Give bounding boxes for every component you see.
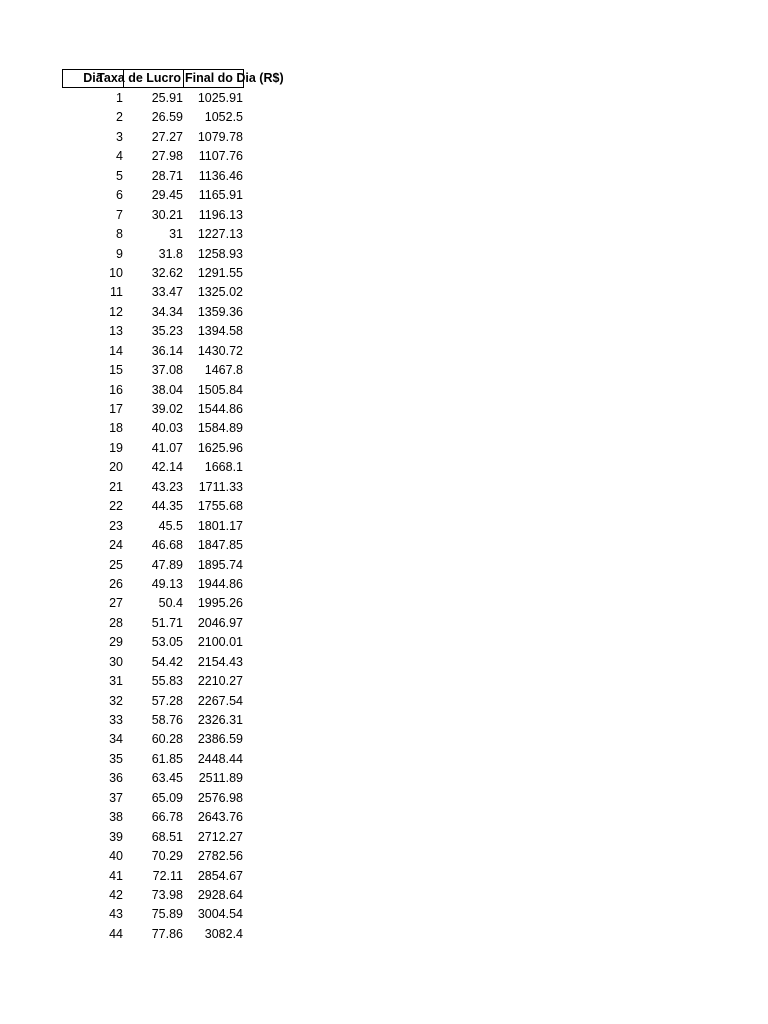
cell-taxa-lucro[interactable]: 47.89 <box>151 557 183 572</box>
cell-taxa-lucro[interactable]: 49.13 <box>151 576 183 591</box>
cell-taxa-lucro[interactable]: 40.03 <box>151 421 183 436</box>
cell-taxa-lucro[interactable]: 50.4 <box>158 596 183 611</box>
cell-dia[interactable]: 21 <box>109 479 123 494</box>
cell-taxa-lucro[interactable]: 51.71 <box>151 615 183 630</box>
cell-final-dia[interactable]: 1136.46 <box>198 168 243 183</box>
cell-taxa-lucro[interactable]: 42.14 <box>151 460 183 475</box>
cell-dia[interactable]: 39 <box>109 829 123 844</box>
cell-final-dia[interactable]: 2326.31 <box>197 713 243 727</box>
cell-dia[interactable]: 7 <box>116 207 123 222</box>
cell-final-dia[interactable]: 2386.59 <box>197 732 243 747</box>
cell-dia[interactable]: 12 <box>109 304 123 319</box>
cell-dia[interactable]: 5 <box>116 168 123 183</box>
cell-final-dia[interactable]: 1165.91 <box>198 188 243 203</box>
cell-final-dia[interactable]: 1995.26 <box>197 596 243 611</box>
cell-dia[interactable]: 33 <box>109 713 123 727</box>
cell-dia[interactable]: 38 <box>109 810 123 825</box>
cell-final-dia[interactable]: 1394.58 <box>197 324 243 339</box>
cell-taxa-lucro[interactable]: 33.47 <box>151 285 183 300</box>
cell-final-dia[interactable]: 2712.27 <box>197 829 243 844</box>
cell-final-dia[interactable]: 2928.64 <box>197 887 243 902</box>
cell-taxa-lucro[interactable]: 73.98 <box>151 887 183 902</box>
header-dia-label: Dia <box>83 71 103 85</box>
cell-taxa-lucro[interactable]: 43.23 <box>151 479 183 494</box>
cell-taxa-lucro[interactable]: 41.07 <box>151 440 183 455</box>
cell-final-dia[interactable]: 1291.55 <box>197 265 243 280</box>
cell-dia[interactable]: 19 <box>109 440 123 455</box>
cell-taxa-lucro[interactable]: 26.59 <box>151 110 183 125</box>
cell-taxa-lucro[interactable]: 36.14 <box>151 343 183 358</box>
cell-taxa-lucro[interactable]: 58.76 <box>151 713 183 727</box>
cell-taxa-lucro[interactable]: 35.23 <box>151 324 183 339</box>
cell-dia[interactable]: 27 <box>109 596 123 611</box>
cell-final-dia[interactable]: 2782.56 <box>197 849 243 864</box>
cell-final-dia[interactable]: 1544.86 <box>197 402 243 416</box>
cell-final-dia[interactable]: 1584.89 <box>197 421 243 436</box>
cell-taxa-lucro[interactable]: 53.05 <box>151 635 183 650</box>
cell-final-dia[interactable]: 2576.98 <box>197 790 243 805</box>
cell-dia[interactable]: 37 <box>109 790 123 805</box>
cell-final-dia[interactable]: 2511.89 <box>198 771 243 786</box>
cell-final-dia[interactable]: 1025.91 <box>197 91 243 105</box>
cell-taxa-lucro[interactable]: 27.98 <box>151 149 183 164</box>
cell-dia[interactable]: 1 <box>116 91 123 105</box>
cell-dia[interactable]: 31 <box>109 674 123 689</box>
cell-final-dia[interactable]: 1801.17 <box>197 518 243 533</box>
header-taxa-lucro-label: Taxa de Lucro <box>97 71 181 85</box>
cell-dia[interactable]: 42 <box>109 887 123 902</box>
cell-final-dia[interactable]: 1944.86 <box>197 576 243 591</box>
cell-dia[interactable]: 13 <box>109 324 123 339</box>
cell-dia[interactable]: 9 <box>116 246 123 261</box>
cell-dia[interactable]: 36 <box>109 771 123 786</box>
cell-taxa-lucro[interactable]: 32.62 <box>151 265 183 280</box>
cell-dia[interactable]: 2 <box>116 110 123 125</box>
cell-dia[interactable]: 29 <box>109 635 123 650</box>
cell-taxa-lucro[interactable]: 44.35 <box>151 499 183 514</box>
cell-dia[interactable]: 3 <box>116 129 123 144</box>
cell-taxa-lucro[interactable]: 31.8 <box>158 246 183 261</box>
cell-taxa-lucro[interactable]: 70.29 <box>151 849 183 864</box>
cell-dia[interactable]: 4 <box>116 149 123 164</box>
cell-final-dia[interactable]: 1227.13 <box>197 227 243 242</box>
cell-dia[interactable]: 11 <box>110 285 123 300</box>
cell-dia[interactable]: 41 <box>109 868 123 883</box>
cell-final-dia[interactable]: 1467.8 <box>204 363 243 378</box>
cell-dia[interactable]: 6 <box>116 188 123 203</box>
cell-taxa-lucro[interactable]: 30.21 <box>151 207 183 222</box>
cell-taxa-lucro[interactable]: 39.02 <box>151 402 183 416</box>
cell-dia[interactable]: 25 <box>109 557 123 572</box>
cell-taxa-lucro[interactable]: 25.91 <box>151 91 183 105</box>
cell-taxa-lucro[interactable]: 46.68 <box>151 538 183 553</box>
cell-taxa-lucro[interactable]: 60.28 <box>151 732 183 747</box>
cell-dia[interactable]: 23 <box>109 518 123 533</box>
cell-taxa-lucro[interactable]: 57.28 <box>151 693 183 708</box>
cell-final-dia[interactable]: 2854.67 <box>197 868 243 883</box>
cell-final-dia[interactable]: 2643.76 <box>197 810 243 825</box>
cell-taxa-lucro[interactable]: 27.27 <box>151 129 183 144</box>
cell-taxa-lucro[interactable]: 65.09 <box>151 790 183 805</box>
cell-final-dia[interactable]: 3004.54 <box>197 907 243 922</box>
cell-final-dia[interactable]: 1325.02 <box>197 285 243 300</box>
cell-taxa-lucro[interactable]: 38.04 <box>151 382 183 397</box>
cell-final-dia[interactable]: 1196.13 <box>198 207 243 222</box>
cell-taxa-lucro[interactable]: 75.89 <box>151 907 183 922</box>
cell-final-dia[interactable]: 2210.27 <box>197 674 243 689</box>
cell-final-dia[interactable]: 1895.74 <box>197 557 243 572</box>
cell-dia[interactable]: 15 <box>109 363 123 378</box>
cell-dia[interactable]: 14 <box>109 343 123 358</box>
cell-dia[interactable]: 20 <box>109 460 123 475</box>
cell-dia[interactable]: 22 <box>109 499 123 514</box>
cell-final-dia[interactable]: 1359.36 <box>197 304 243 319</box>
cell-final-dia[interactable]: 3082.4 <box>204 926 243 941</box>
cell-final-dia[interactable]: 1079.78 <box>197 129 243 144</box>
cell-final-dia[interactable]: 1755.68 <box>197 499 243 514</box>
cell-dia[interactable]: 26 <box>109 576 123 591</box>
cell-taxa-lucro[interactable]: 72.11 <box>152 868 183 883</box>
cell-taxa-lucro[interactable]: 34.34 <box>151 304 183 319</box>
cell-dia[interactable]: 8 <box>116 227 123 242</box>
cell-taxa-lucro[interactable]: 54.42 <box>151 654 183 669</box>
cell-dia[interactable]: 17 <box>109 402 123 416</box>
cell-dia[interactable]: 28 <box>109 615 123 630</box>
cell-final-dia[interactable]: 2154.43 <box>197 654 243 669</box>
cell-final-dia[interactable]: 1847.85 <box>197 538 243 553</box>
cell-dia[interactable]: 43 <box>109 907 123 922</box>
cell-final-dia[interactable]: 1625.96 <box>197 440 243 455</box>
cell-taxa-lucro[interactable]: 55.83 <box>151 674 183 689</box>
cell-final-dia[interactable]: 1711.33 <box>198 479 243 494</box>
cell-dia[interactable]: 16 <box>109 382 123 397</box>
cell-dia[interactable]: 30 <box>109 654 123 669</box>
cell-final-dia[interactable]: 1430.72 <box>197 343 243 358</box>
cell-taxa-lucro[interactable]: 31 <box>169 227 183 242</box>
cell-taxa-lucro[interactable]: 66.78 <box>151 810 183 825</box>
cell-final-dia[interactable]: 2267.54 <box>197 693 243 708</box>
header-final-dia[interactable] <box>183 69 244 88</box>
cell-taxa-lucro[interactable]: 28.71 <box>151 168 183 183</box>
cell-final-dia[interactable]: 1668.1 <box>204 460 243 475</box>
cell-final-dia[interactable]: 1107.76 <box>198 149 243 164</box>
cell-dia[interactable]: 24 <box>109 538 123 553</box>
cell-dia[interactable]: 40 <box>109 849 123 864</box>
cell-taxa-lucro[interactable]: 68.51 <box>151 829 183 844</box>
header-final-dia-label: Final do Dia (R$) <box>185 71 284 85</box>
cell-dia[interactable]: 18 <box>109 421 123 436</box>
cell-dia[interactable]: 10 <box>109 265 123 280</box>
cell-final-dia[interactable]: 2100.01 <box>197 635 243 650</box>
cell-final-dia[interactable]: 2046.97 <box>197 615 243 630</box>
cell-dia[interactable]: 35 <box>109 751 123 766</box>
cell-dia[interactable]: 34 <box>109 732 123 747</box>
cell-taxa-lucro[interactable]: 61.85 <box>151 751 183 766</box>
cell-final-dia[interactable]: 2448.44 <box>197 751 243 766</box>
cell-final-dia[interactable]: 1505.84 <box>197 382 243 397</box>
cell-final-dia[interactable]: 1258.93 <box>197 246 243 261</box>
header-taxa-lucro[interactable] <box>97 69 184 88</box>
cell-taxa-lucro[interactable]: 45.5 <box>158 518 183 533</box>
cell-taxa-lucro[interactable]: 63.45 <box>151 771 183 786</box>
cell-dia[interactable]: 32 <box>109 693 123 708</box>
cell-taxa-lucro[interactable]: 29.45 <box>151 188 183 203</box>
cell-dia[interactable]: 44 <box>109 926 123 941</box>
cell-taxa-lucro[interactable]: 37.08 <box>151 363 183 378</box>
cell-final-dia[interactable]: 1052.5 <box>204 110 243 125</box>
cell-taxa-lucro[interactable]: 77.86 <box>151 926 183 941</box>
